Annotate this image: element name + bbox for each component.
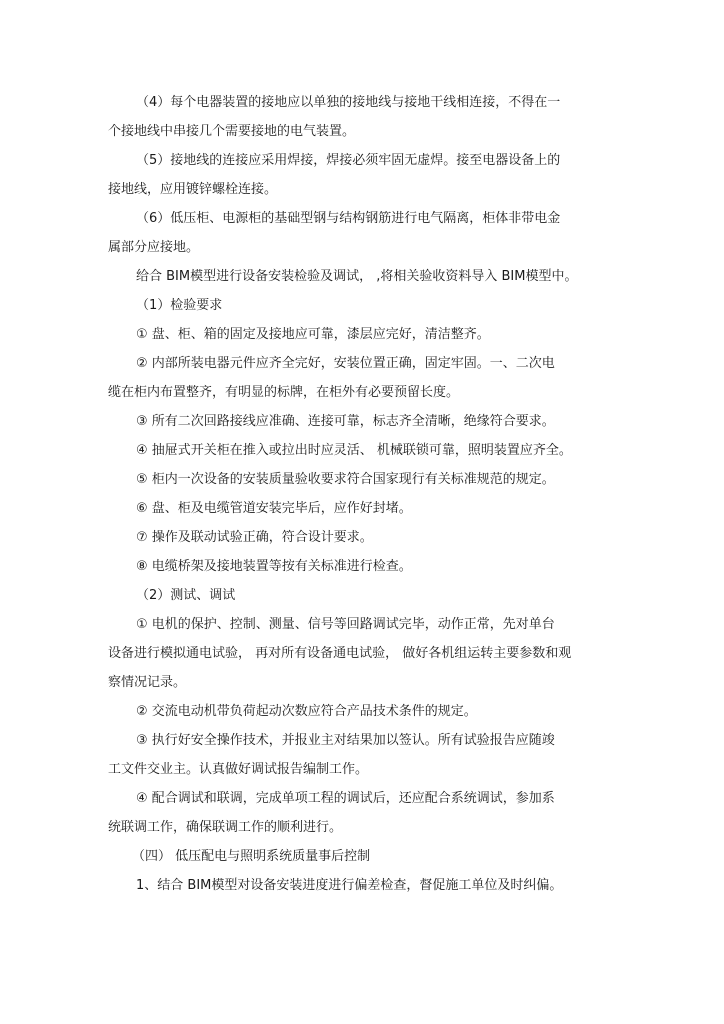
requirement-item-3: ③ 所有二次回路接线应准确、连接可靠，标志齐全清晰，绝缘符合要求。	[136, 414, 555, 429]
paragraph-4-line-1: （4）每个电器装置的接地应以单独的接地线与接地干线相连接，不得在一	[136, 95, 561, 110]
testing-item-4-line-1: ④ 配合调试和联调，完成单项工程的调试后，还应配合系统调试，参加系	[136, 791, 555, 806]
testing-item-4-line-2: 统联调工作，确保联调工作的顺利进行。	[108, 820, 343, 835]
requirement-item-2-line-2: 缆在柜内布置整齐，有明显的标牌，在柜外有必要预留长度。	[108, 385, 460, 400]
testing-item-1-line-2: 设备进行模拟通电试验， 再对所有设备通电试验， 做好各机组运转主要参数和观	[108, 646, 572, 661]
bim-inspection-intro: 给合 BIM模型进行设备安装检验及调试， ,将相关验收资料导入 BIM模型中。	[136, 269, 578, 284]
paragraph-5-line-1: （5）接地线的连接应采用焊接，焊接必须牢固无虚焊。接至电器设备上的	[136, 153, 561, 168]
paragraph-6-line-1: （6）低压柜、电源柜的基础型钢与结构钢筋进行电气隔离，柜体非带电金	[136, 211, 561, 226]
testing-item-1-line-1: ① 电机的保护、控制、测量、信号等回路调试完毕，动作正常，先对单台	[136, 617, 555, 632]
paragraph-4-line-2: 个接地线中串接几个需要接地的电气装置。	[108, 124, 356, 139]
requirement-item-4: ④ 抽屉式开关柜在推入或拉出时应灵活、 机械联锁可靠，照明装置应齐全。	[136, 443, 572, 458]
section-inspection-requirements: （1）检验要求	[136, 298, 223, 313]
requirement-item-5: ⑤ 柜内一次设备的安装质量验收要求符合国家现行有关标准规范的规定。	[136, 472, 555, 487]
section-post-quality-control: （四） 低压配电与照明系统质量事后控制	[132, 849, 371, 864]
requirement-item-2-line-1: ② 内部所装电器元件应齐全完好，安装位置正确，固定牢固。一、二次电	[136, 356, 555, 371]
paragraph-5-line-2: 接地线，应用镀锌螺栓连接。	[108, 182, 278, 197]
requirement-item-1: ① 盘、柜、箱的固定及接地应可靠，漆层应完好，清洁整齐。	[136, 327, 490, 342]
testing-item-1-line-3: 察情况记录。	[108, 675, 187, 690]
testing-item-2: ② 交流电动机带负荷起动次数应符合产品技术条件的规定。	[136, 704, 477, 719]
requirement-item-7: ⑦ 操作及联动试验正确，符合设计要求。	[136, 530, 373, 545]
paragraph-6-line-2: 属部分应接地。	[108, 240, 200, 255]
testing-item-3-line-1: ③ 执行好安全操作技术，并报业主对结果加以签认。所有试验报告应随竣	[136, 733, 555, 748]
testing-item-3-line-2: 工文件交业主。认真做好调试报告编制工作。	[108, 762, 369, 777]
requirement-item-8: ⑧ 电缆桥架及接地装置等按有关标准进行检查。	[136, 559, 412, 574]
requirement-item-6: ⑥ 盘、柜及电缆管道安装完毕后，应作好封堵。	[136, 501, 412, 516]
post-control-item-1: 1、结合 BIM模型对设备安装进度进行偏差检查，督促施工单位及时纠偏。	[136, 878, 563, 893]
section-testing-debugging: （2）测试、调试	[136, 588, 236, 603]
